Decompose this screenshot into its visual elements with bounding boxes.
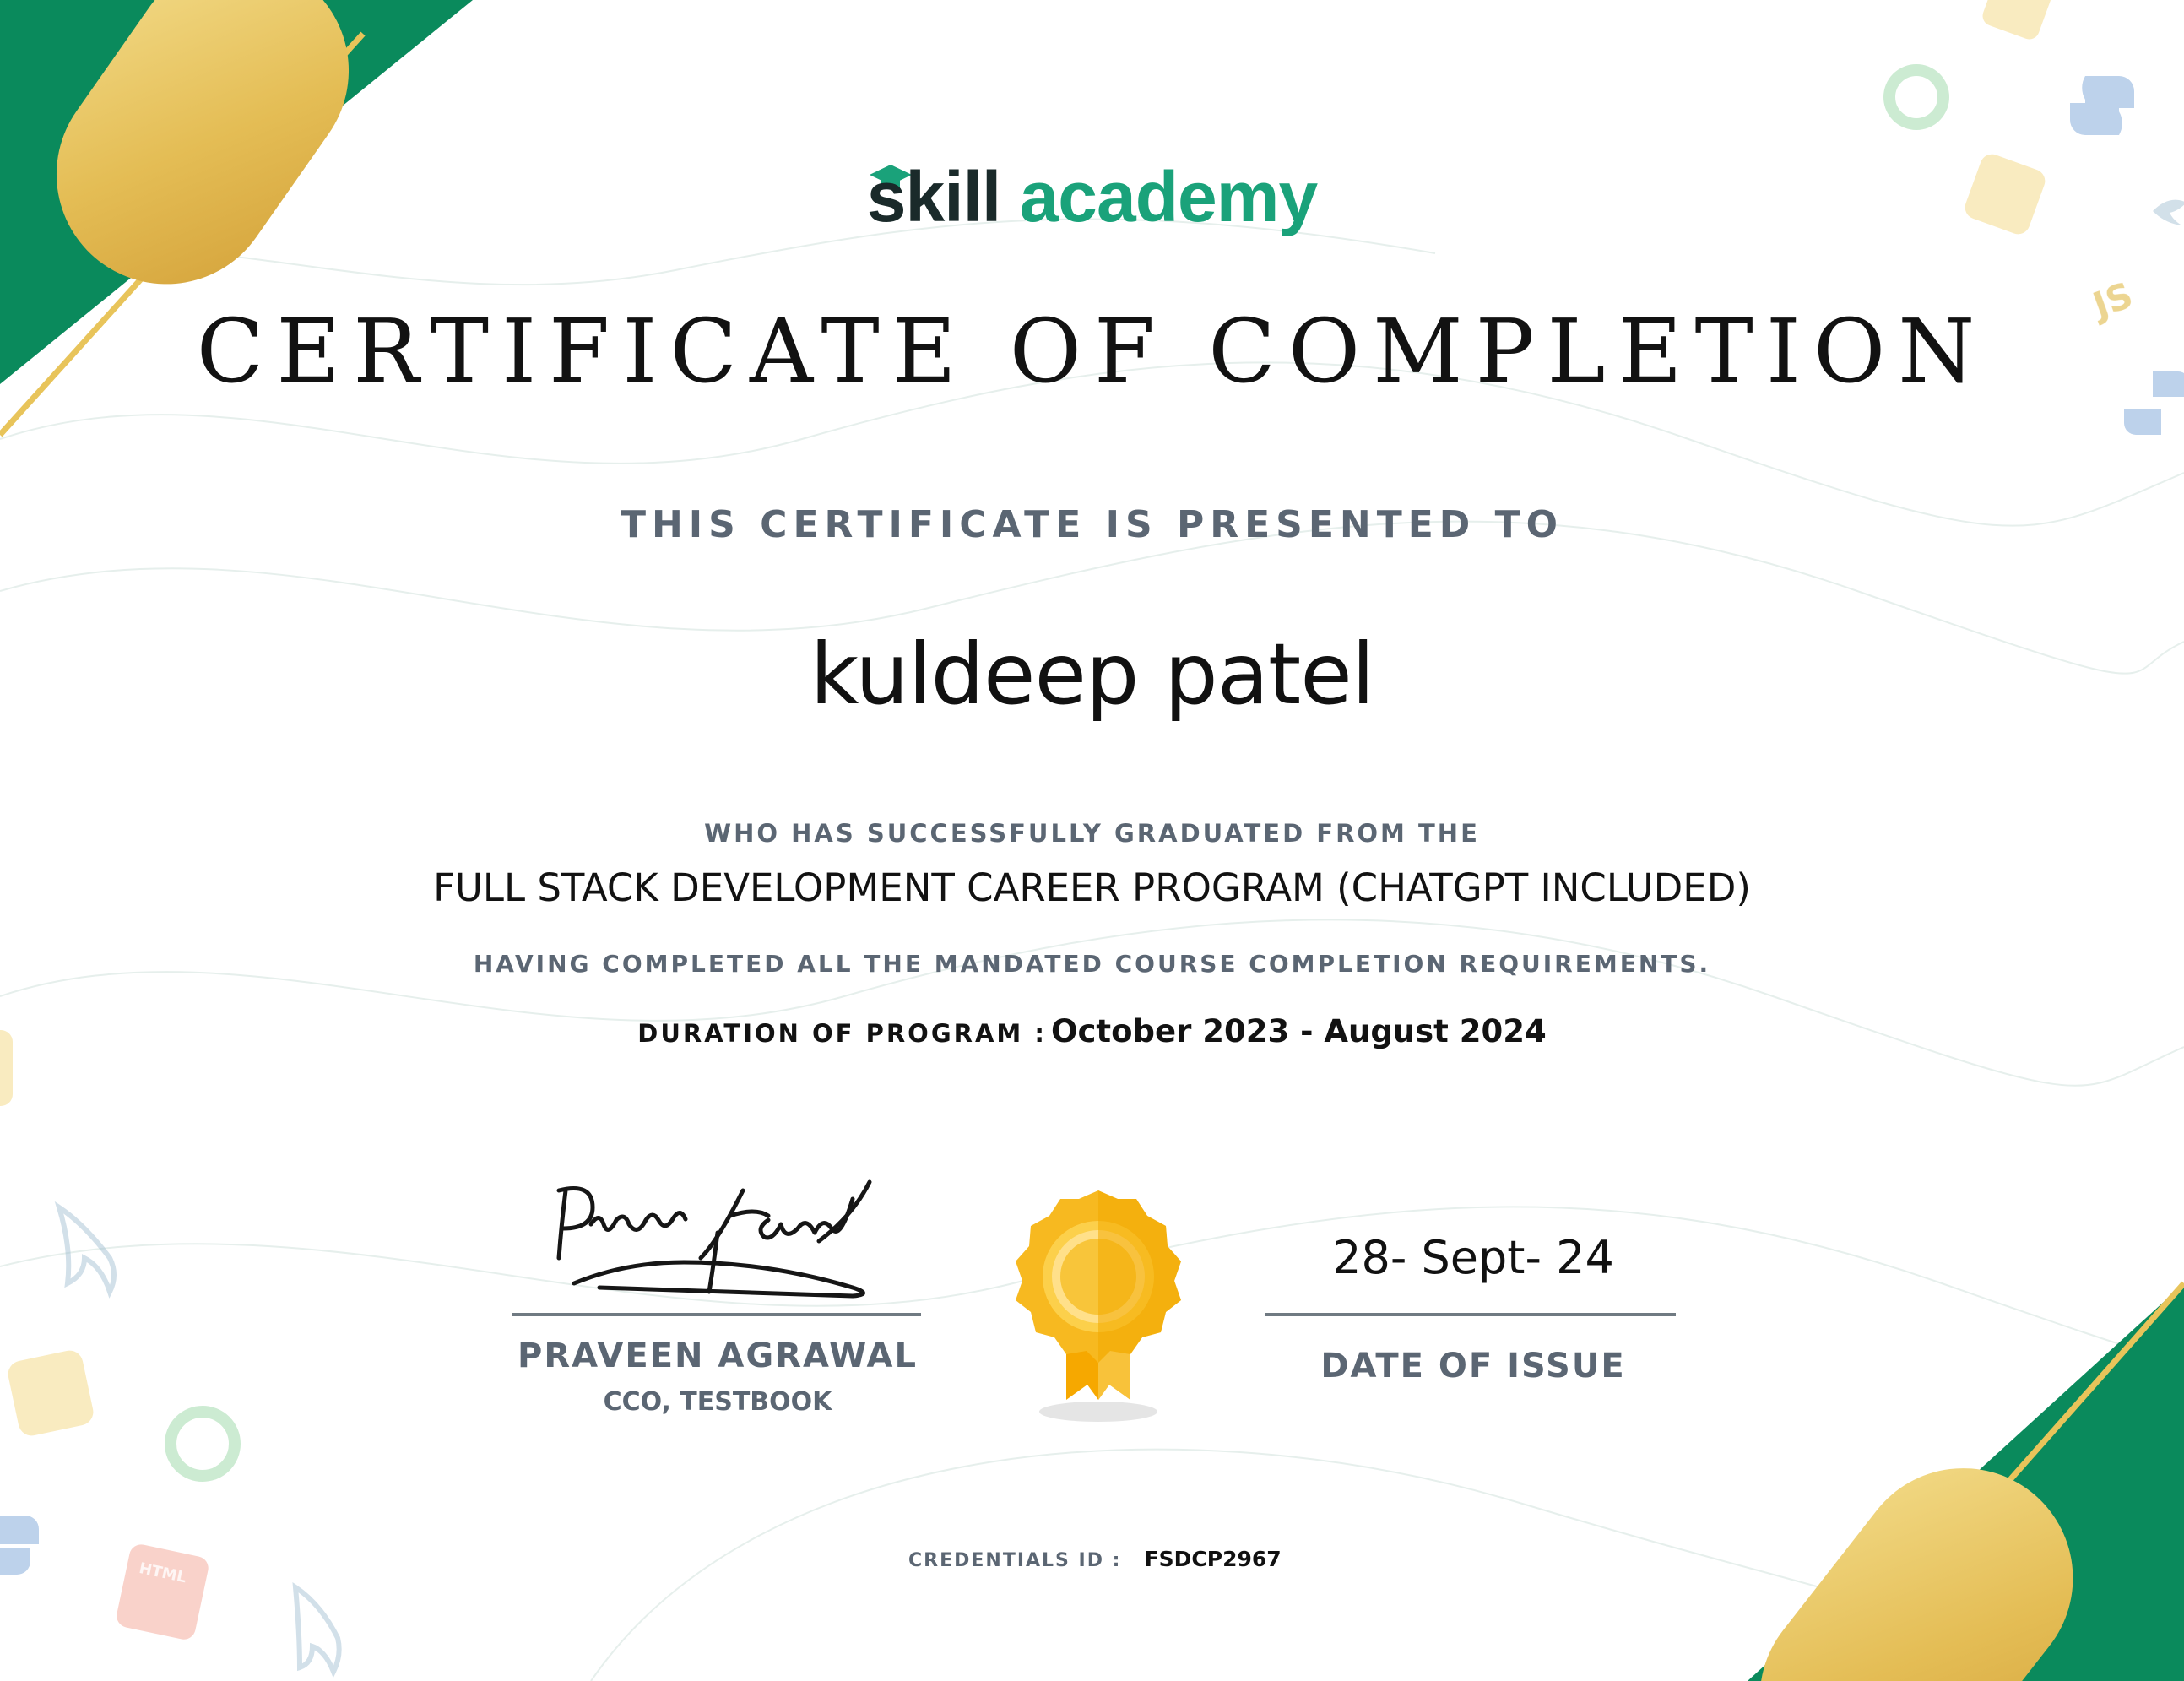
date-of-issue-label: DATE OF ISSUE — [1320, 1347, 1626, 1385]
signatory-role: CCO, TESTBOOK — [603, 1387, 832, 1417]
logo-word-skill: skill — [866, 157, 1001, 236]
skill-academy-logo — [0, 156, 2184, 238]
program-duration — [0, 1013, 2184, 1049]
duration-value: October 2023 - August 2024 — [1051, 1013, 1547, 1049]
credentials-label: CREDENTIALS ID : — [908, 1550, 1122, 1571]
dolphin-icon-left — [59, 1207, 114, 1292]
credentials-id: FSDCP2967 — [1144, 1547, 1282, 1571]
certificate-title: CERTIFICATE OF COMPLETION — [196, 300, 1988, 403]
circle-ring-icon-left — [171, 1412, 235, 1476]
python-icon — [2070, 76, 2134, 135]
chart-tile-icon-left — [6, 1348, 96, 1439]
logo-word-academy: academy — [1019, 157, 1318, 236]
chart-tile-icon-top — [1980, 0, 2056, 42]
signatory-name: PRAVEEN AGRAWAL — [518, 1337, 918, 1375]
html-icon-text: HTML — [137, 1559, 188, 1587]
date-line — [1265, 1313, 1676, 1316]
duration-label: DURATION OF PROGRAM : — [637, 1019, 1047, 1048]
dolphin-icon-bottom — [295, 1587, 339, 1672]
js-icon-text: JS — [2087, 274, 2138, 327]
issue-date: 28- Sept- 24 — [1332, 1231, 1614, 1284]
program-name: FULL STACK DEVELOPMENT CAREER PROGRAM (CHATGPT INCLUDED) — [433, 865, 1751, 910]
award-badge-icon — [1003, 1182, 1194, 1427]
signature — [540, 1174, 903, 1317]
credentials — [908, 1547, 1282, 1571]
presented-to-text: THIS CERTIFICATE IS PRESENTED TO — [620, 503, 1564, 546]
requirements-text: HAVING COMPLETED ALL THE MANDATED COURSE COMPLETION REQUIREMENTS. — [473, 950, 1711, 978]
python-icon-left — [0, 1516, 39, 1575]
signature-line — [512, 1313, 921, 1316]
graduated-from-text: WHO HAS SUCCESSFULLY GRADUATED FROM THE — [704, 819, 1480, 848]
circle-ring-icon — [1889, 70, 1943, 124]
recipient-name: kuldeep patel — [810, 625, 1374, 724]
html-icon — [115, 1543, 211, 1642]
